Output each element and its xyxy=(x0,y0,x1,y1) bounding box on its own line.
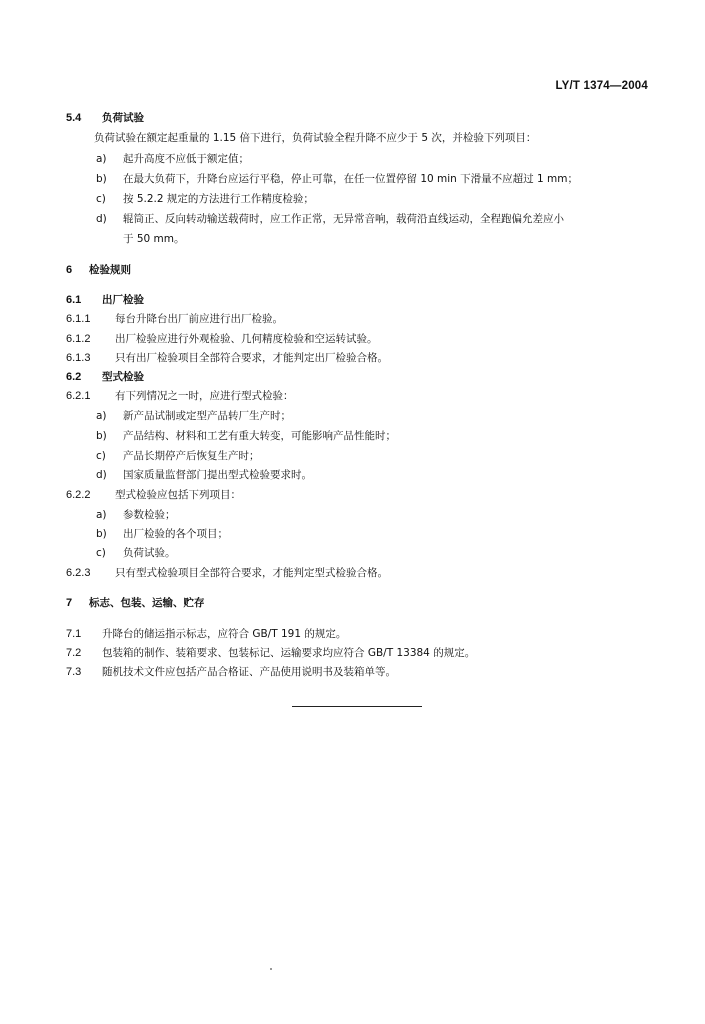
list-label: d) xyxy=(96,213,107,225)
chapter-heading-7 xyxy=(0,593,705,613)
clause-6-1-1 xyxy=(0,309,705,329)
list-text: 辊筒正、反向转动输送载荷时，应工作正常，无异常音响，载荷沿直线运动，全程跑偏允差应小 xyxy=(123,213,564,225)
list-item-continuation xyxy=(0,229,705,249)
list-item xyxy=(0,426,705,446)
list-item xyxy=(0,465,705,485)
chapter-number: 6 xyxy=(66,264,73,276)
clause-number: 6.2.1 xyxy=(66,390,91,402)
clause-number: 6.1.3 xyxy=(66,352,91,364)
list-label: c) xyxy=(96,193,106,205)
list-item xyxy=(0,209,705,229)
clause-7-1 xyxy=(0,624,705,644)
list-label: a) xyxy=(96,153,107,165)
list-item xyxy=(0,189,705,209)
section-number: 5.4 xyxy=(66,112,82,124)
clause-text: 只有出厂检验项目全部符合要求，才能判定出厂检验合格。 xyxy=(115,352,388,364)
list-text: 新产品试制或定型产品转厂生产时； xyxy=(123,410,291,422)
section-title: 型式检验 xyxy=(102,371,144,383)
list-item xyxy=(0,505,705,525)
chapter-title: 检验规则 xyxy=(89,264,131,276)
list-label: a) xyxy=(96,509,107,521)
section-heading-5-4 xyxy=(0,108,705,128)
section-number: 6.2 xyxy=(66,371,82,383)
list-item xyxy=(0,406,705,426)
list-label: c) xyxy=(96,547,106,559)
list-item xyxy=(0,446,705,466)
clause-number: 7.1 xyxy=(66,628,82,640)
list-text: 负荷试验。 xyxy=(123,547,176,559)
clause-text: 随机技术文件应包括产品合格证、产品使用说明书及装箱单等。 xyxy=(102,666,396,678)
section-heading-6-2 xyxy=(0,367,705,387)
clause-text: 型式检验应包括下列项目： xyxy=(115,489,241,501)
list-label: b) xyxy=(96,528,107,540)
list-item xyxy=(0,524,705,544)
clause-6-2-3 xyxy=(0,563,705,583)
clause-number: 7.3 xyxy=(66,666,82,678)
chapter-heading-6 xyxy=(0,260,705,280)
paragraph xyxy=(0,128,705,148)
paragraph-text: 负荷试验在额定起重量的 1.15 倍下进行，负荷试验全程升降不应少于 5 次，并检验下列项目： xyxy=(94,132,537,144)
list-text: 出厂检验的各个项目； xyxy=(123,528,228,540)
list-label: b) xyxy=(96,173,107,185)
clause-number: 6.1.2 xyxy=(66,333,91,345)
clause-text: 包装箱的制作、装箱要求、包装标记、运输要求均应符合 GB/T 13384 的规定。 xyxy=(102,647,476,659)
clause-text: 出厂检验应进行外观检验、几何精度检验和空运转试验。 xyxy=(115,333,378,345)
clause-text: 只有型式检验项目全部符合要求，才能判定型式检验合格。 xyxy=(115,567,388,579)
chapter-number: 7 xyxy=(66,597,73,609)
list-label: d) xyxy=(96,469,107,481)
list-text: 产品结构、材料和工艺有重大转变，可能影响产品性能时； xyxy=(123,430,396,442)
list-text: 按 5.2.2 规定的方法进行工作精度检验； xyxy=(123,193,314,205)
clause-number: 6.2.2 xyxy=(66,489,91,501)
end-of-document-rule xyxy=(292,706,422,707)
clause-6-2-2 xyxy=(0,485,705,505)
scan-speck xyxy=(270,968,272,970)
section-title: 出厂检验 xyxy=(102,294,144,306)
clause-text: 升降台的储运指示标志，应符合 GB/T 191 的规定。 xyxy=(102,628,347,640)
list-text: 国家质量监督部门提出型式检验要求时。 xyxy=(123,469,312,481)
list-item xyxy=(0,149,705,169)
list-text: 产品长期停产后恢复生产时； xyxy=(123,450,260,462)
list-text: 在最大负荷下，升降台应运行平稳，停止可靠，在任一位置停留 10 min 下滑量不应超过 1 mm； xyxy=(123,173,578,185)
section-number: 6.1 xyxy=(66,294,82,306)
list-item xyxy=(0,543,705,563)
clause-6-1-2 xyxy=(0,329,705,349)
clause-number: 6.2.3 xyxy=(66,567,91,579)
clause-6-1-3 xyxy=(0,348,705,368)
clause-number: 7.2 xyxy=(66,647,82,659)
list-label: a) xyxy=(96,410,107,422)
clause-7-2 xyxy=(0,643,705,663)
clause-number: 6.1.1 xyxy=(66,313,91,325)
list-text: 起升高度不应低于额定值； xyxy=(123,153,249,165)
list-item xyxy=(0,169,705,189)
list-label: b) xyxy=(96,430,107,442)
list-text: 参数检验； xyxy=(123,509,176,521)
list-label: c) xyxy=(96,450,106,462)
clause-text: 每台升降台出厂前应进行出厂检验。 xyxy=(115,313,283,325)
chapter-title: 标志、包装、运输、贮存 xyxy=(89,597,205,609)
clause-6-2-1 xyxy=(0,386,705,406)
list-text: 于 50 mm。 xyxy=(123,233,185,245)
standard-code: LY/T 1374—2004 xyxy=(555,80,648,92)
section-title: 负荷试验 xyxy=(102,112,144,124)
clause-7-3 xyxy=(0,662,705,682)
clause-text: 有下列情况之一时，应进行型式检验： xyxy=(115,390,294,402)
section-heading-6-1 xyxy=(0,290,705,310)
